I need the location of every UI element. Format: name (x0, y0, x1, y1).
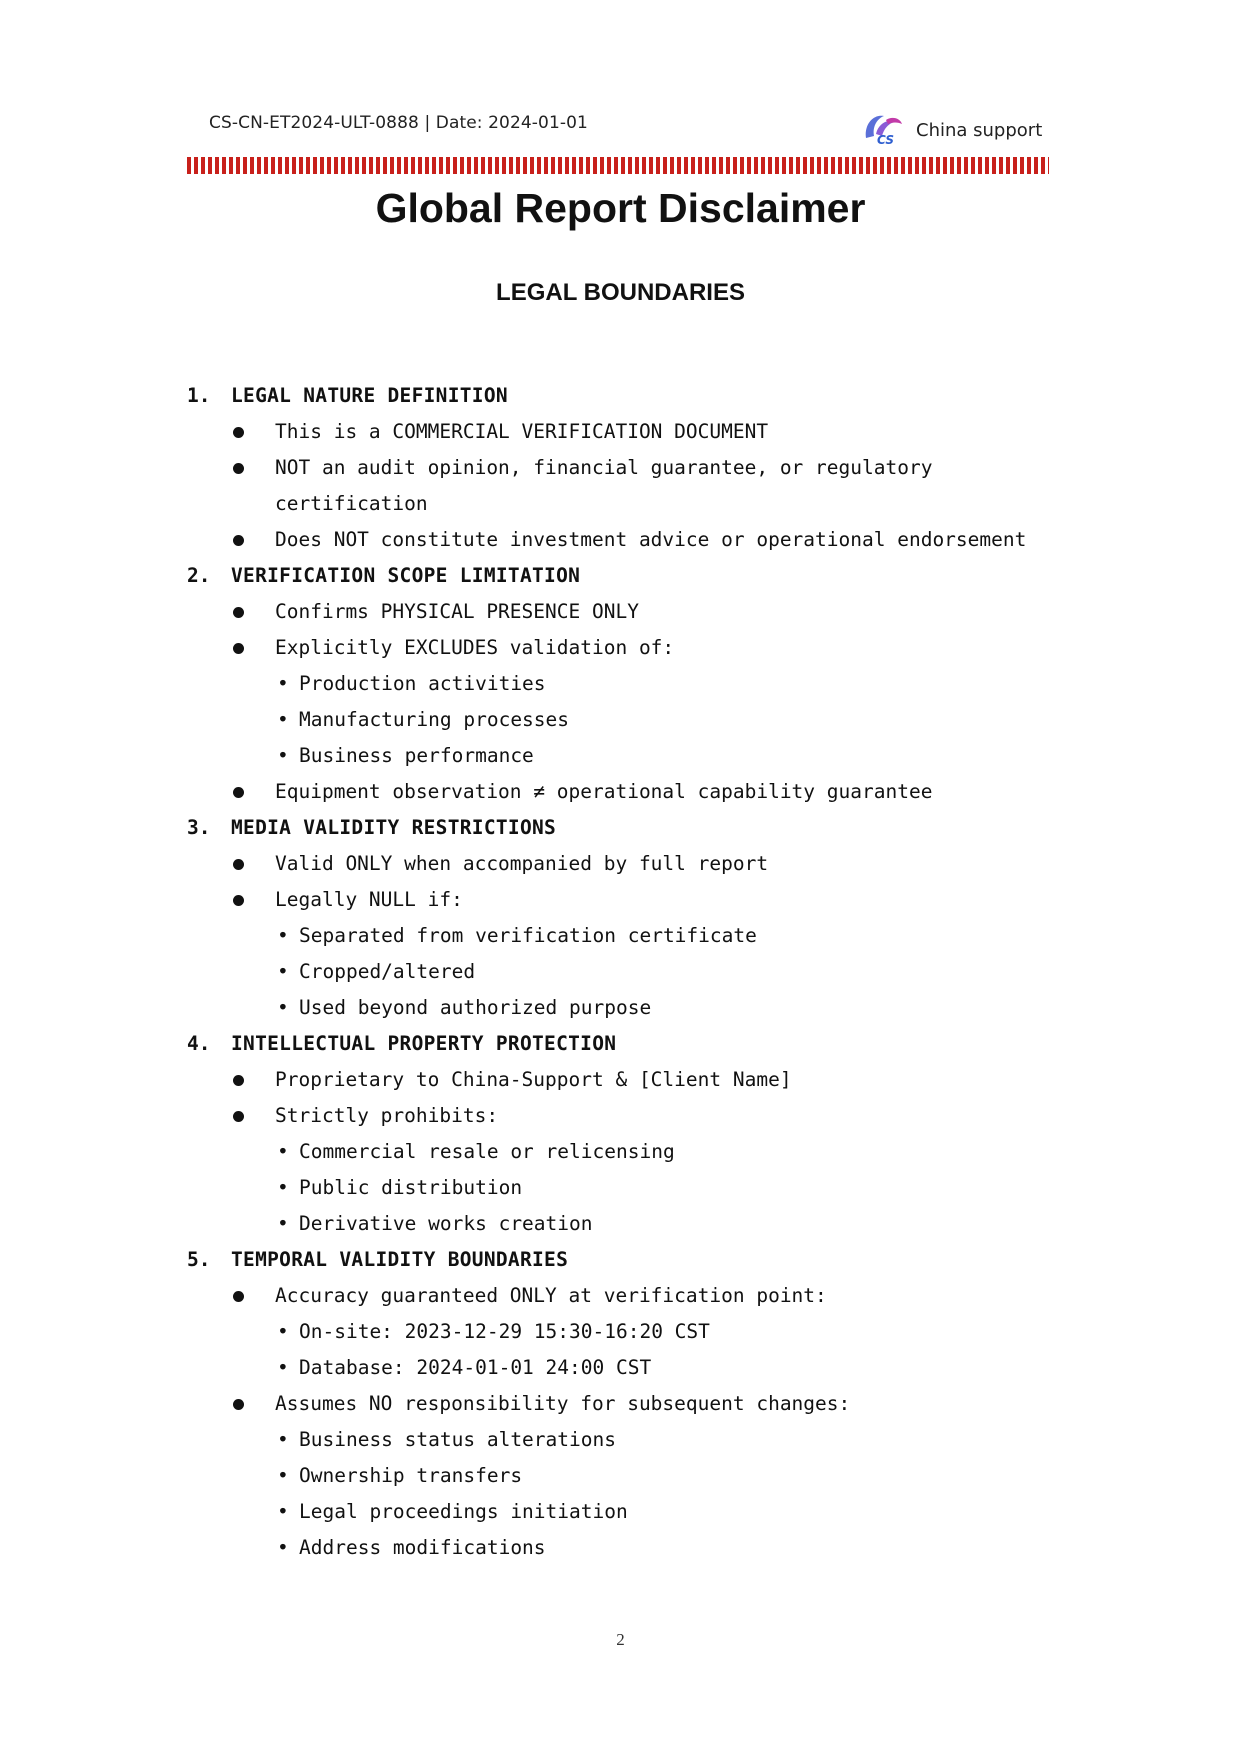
sub-bullet-icon: • (277, 1140, 289, 1163)
header-divider (187, 157, 1049, 174)
china-support-logo-icon (860, 110, 904, 146)
bullet-dot-icon (233, 1291, 244, 1302)
sub-bullet-item (187, 1458, 1067, 1494)
sub-bullet-text: Manufacturing processes (299, 708, 570, 731)
bullet-item (187, 450, 1067, 486)
section-heading (187, 1242, 1067, 1278)
sub-bullet-text: Production activities (299, 672, 546, 695)
sub-bullet-item (187, 1170, 1067, 1206)
section-number: 2. (187, 564, 211, 587)
section-heading (187, 378, 1067, 414)
sub-bullet-icon: • (277, 1176, 289, 1199)
sub-bullet-text: Address modifications (299, 1536, 546, 1559)
sub-bullet-text: Legal proceedings initiation (299, 1500, 628, 1523)
bullet-dot-icon (233, 427, 244, 438)
bullet-text: Valid ONLY when accompanied by full report (275, 852, 769, 875)
logo-text: China support (916, 119, 1043, 141)
sub-bullet-text: Ownership transfers (299, 1464, 523, 1487)
bullet-dot-icon (233, 787, 244, 798)
sub-bullet-item (187, 918, 1067, 954)
bullet-text: Assumes NO responsibility for subsequent changes: (275, 1392, 851, 1415)
bullet-item (187, 630, 1067, 666)
bullet-text: Equipment observation ≠ operational capability guarantee (275, 780, 933, 803)
bullet-dot-icon (233, 643, 244, 654)
section-heading (187, 1026, 1067, 1062)
section-number: 1. (187, 384, 211, 407)
bullet-text: Strictly prohibits: (275, 1104, 499, 1127)
section-title: VERIFICATION SCOPE LIMITATION (231, 564, 581, 587)
sub-bullet-icon: • (277, 708, 289, 731)
sub-bullet-text: Business performance (299, 744, 534, 767)
bullet-continuation (187, 486, 1067, 522)
sub-bullet-icon: • (277, 1500, 289, 1523)
logo-mark-text: CS (877, 133, 895, 146)
sub-bullet-item (187, 1134, 1067, 1170)
section-title: LEGAL NATURE DEFINITION (231, 384, 508, 407)
sub-bullet-icon: • (277, 1356, 289, 1379)
section-title: TEMPORAL VALIDITY BOUNDARIES (231, 1248, 569, 1271)
sub-bullet-item (187, 1350, 1067, 1386)
bullet-dot-icon (233, 1399, 244, 1410)
sub-bullet-icon: • (277, 1536, 289, 1559)
page-number: 2 (616, 1630, 625, 1649)
sub-bullet-text: Cropped/altered (299, 960, 476, 983)
section-heading (187, 558, 1067, 594)
bullet-item (187, 774, 1067, 810)
bullet-item (187, 1278, 1067, 1314)
bullet-item (187, 1098, 1067, 1134)
sub-bullet-text: On-site: 2023-12-29 15:30-16:20 CST (299, 1320, 710, 1343)
bullet-item (187, 522, 1067, 558)
bullet-dot-icon (233, 463, 244, 474)
page-subtitle: LEGAL BOUNDARIES (496, 279, 745, 306)
bullet-text: Confirms PHYSICAL PRESENCE ONLY (275, 600, 639, 623)
bullet-item (187, 1386, 1067, 1422)
bullet-text: Legally NULL if: (275, 888, 463, 911)
sub-bullet-text: Used beyond authorized purpose (299, 996, 652, 1019)
sub-bullet-item (187, 1494, 1067, 1530)
sub-bullet-text: Public distribution (299, 1176, 523, 1199)
sub-bullet-item (187, 1314, 1067, 1350)
bullet-item (187, 1062, 1067, 1098)
disclaimer-body (187, 378, 1067, 1566)
sub-bullet-item (187, 1206, 1067, 1242)
bullet-text: NOT an audit opinion, financial guarantee, or regulatory (275, 456, 933, 479)
sub-bullet-item (187, 666, 1067, 702)
sub-bullet-text: Derivative works creation (299, 1212, 593, 1235)
bullet-item (187, 882, 1067, 918)
sub-bullet-icon: • (277, 1464, 289, 1487)
sub-bullet-icon: • (277, 924, 289, 947)
section-number: 5. (187, 1248, 211, 1271)
sub-bullet-item (187, 990, 1067, 1026)
sub-bullet-icon: • (277, 672, 289, 695)
bullet-dot-icon (233, 1075, 244, 1086)
bullet-text: Proprietary to China-Support & [Client Name] (275, 1068, 792, 1091)
sub-bullet-icon: • (277, 1212, 289, 1235)
bullet-text: Does NOT constitute investment advice or operational endorsement (275, 528, 1027, 551)
company-logo (860, 110, 1042, 146)
bullet-continuation-text: certification (275, 492, 428, 515)
sub-bullet-text: Database: 2024-01-01 24:00 CST (299, 1356, 652, 1379)
sub-bullet-item (187, 1422, 1067, 1458)
sub-bullet-text: Separated from verification certificate (299, 924, 757, 947)
sub-bullet-text: Business status alterations (299, 1428, 616, 1451)
bullet-text: Explicitly EXCLUDES validation of: (275, 636, 675, 659)
bullet-text: Accuracy guaranteed ONLY at verification point: (275, 1284, 827, 1307)
sub-bullet-text: Commercial resale or relicensing (299, 1140, 675, 1163)
sub-bullet-icon: • (277, 1428, 289, 1451)
sub-bullet-item (187, 1530, 1067, 1566)
bullet-dot-icon (233, 859, 244, 870)
section-heading (187, 810, 1067, 846)
bullet-dot-icon (233, 535, 244, 546)
sub-bullet-icon: • (277, 744, 289, 767)
bullet-dot-icon (233, 607, 244, 618)
bullet-item (187, 846, 1067, 882)
section-title: MEDIA VALIDITY RESTRICTIONS (231, 816, 557, 839)
sub-bullet-icon: • (277, 996, 289, 1019)
bullet-dot-icon (233, 895, 244, 906)
document-reference: CS-CN-ET2024-ULT-0888 | Date: 2024-01-01 (209, 113, 588, 133)
sub-bullet-item (187, 738, 1067, 774)
bullet-item (187, 594, 1067, 630)
sub-bullet-icon: • (277, 960, 289, 983)
bullet-text: This is a COMMERCIAL VERIFICATION DOCUMENT (275, 420, 769, 443)
section-number: 4. (187, 1032, 211, 1055)
section-number: 3. (187, 816, 211, 839)
bullet-item (187, 414, 1067, 450)
sub-bullet-item (187, 954, 1067, 990)
page-title: Global Report Disclaimer (375, 185, 866, 231)
section-title: INTELLECTUAL PROPERTY PROTECTION (231, 1032, 617, 1055)
bullet-dot-icon (233, 1111, 244, 1122)
sub-bullet-icon: • (277, 1320, 289, 1343)
sub-bullet-item (187, 702, 1067, 738)
